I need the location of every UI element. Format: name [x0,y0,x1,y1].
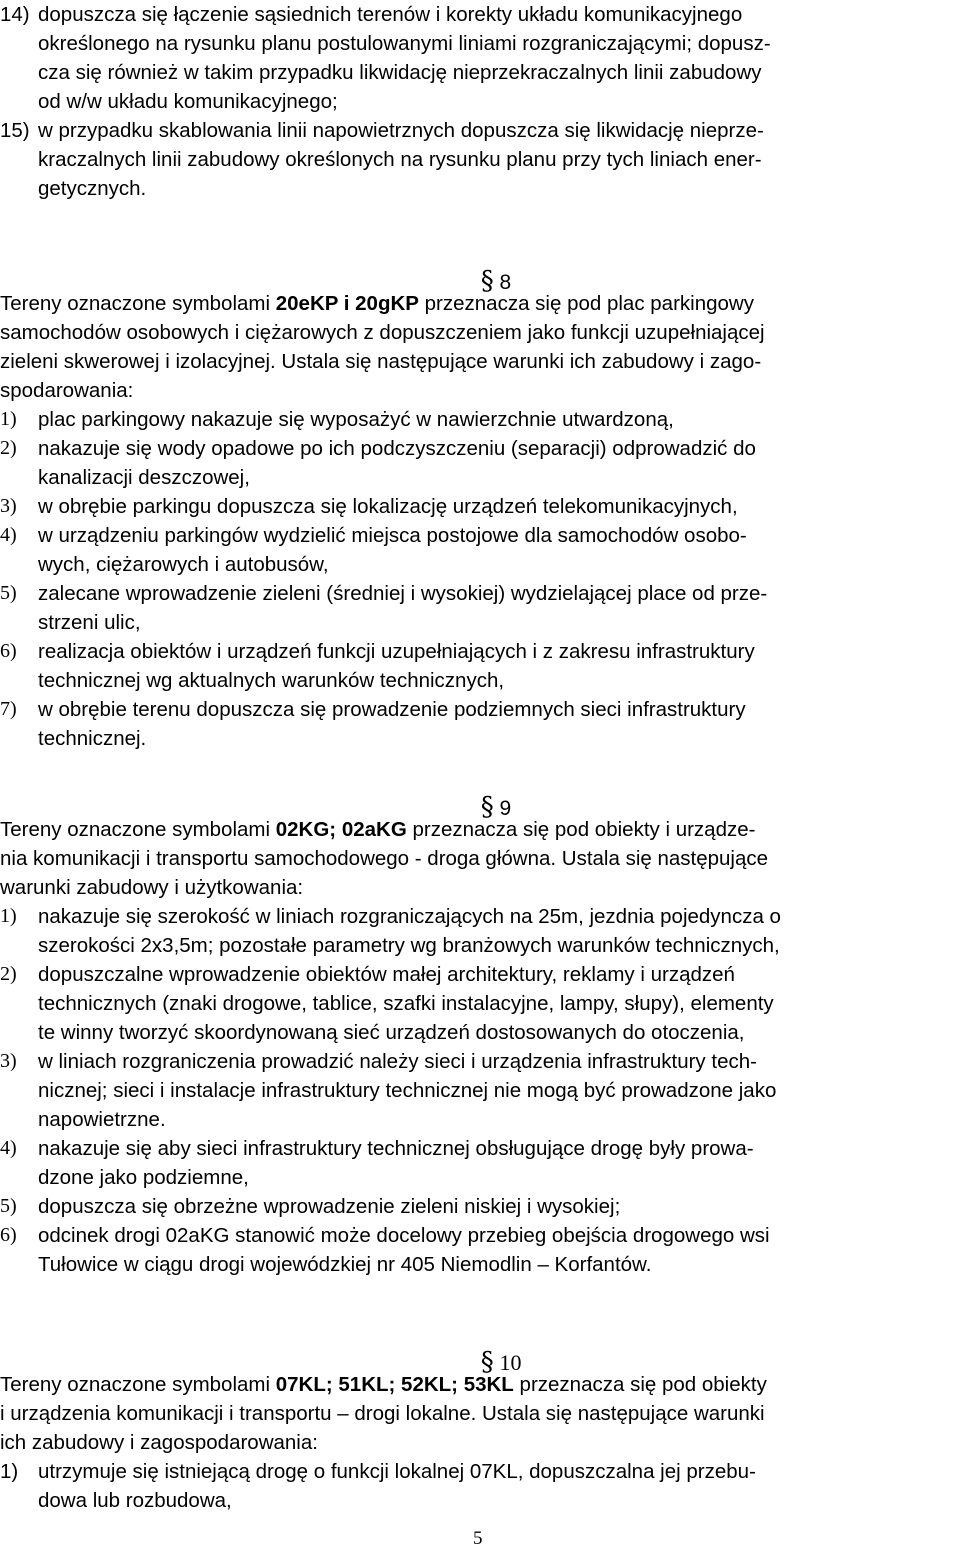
list-item-text: dzone jako podziemne, [38,1166,249,1189]
list-item-number: 15) [0,119,30,142]
list-item-text: technicznej wg aktualnych warunków technicznych, [38,669,505,692]
list-item-text: szerokości 2x3,5m; pozostałe parametry wg branżowych warunków technicznych, [38,934,780,957]
list-item-number: 4) [0,1137,17,1159]
text: przeznacza się pod plac parkingowy [418,292,754,315]
paragraph-line [0,815,755,844]
list-item-text: nakazuje się wody opadowe po ich podczyszczeniu (separacji) odprowadzić do [38,437,756,460]
list-item-number: 1) [0,905,17,927]
page-number: 5 [473,1528,483,1549]
list-item-text: strzeni ulic, [38,611,141,634]
paragraph-line: spodarowania: [0,379,134,402]
text: Tereny oznaczone symbolami [0,1373,276,1396]
list-item-text: dopuszcza się obrzeżne wprowadzenie zieleni niskiej i wysokiej; [38,1195,621,1218]
list-item-text: zalecane wprowadzenie zieleni (średniej i wysokiej) wydzielającej place od prze- [38,582,768,605]
section-number: 8 [499,271,512,294]
paragraph-line: ich zabudowy i zagospodarowania: [0,1431,318,1454]
symbol-codes: 20eKP i 20gKP [275,292,419,315]
list-item-text: technicznej. [38,727,147,750]
list-item-text: te winny tworzyć skoordynowaną sieć urządzeń dostosowanych do otoczenia, [38,1021,745,1044]
paragraph-line: samochodów osobowych i ciężarowych z dopuszczeniem jako funkcji uzupełniającej [0,321,765,344]
list-item-text: cza się również w takim przypadku likwidację nieprzekraczalnych linii zabudowy [38,61,762,84]
list-item-text: od w/w układu komunikacyjnego; [38,90,338,113]
list-item-text: napowietrzne. [38,1108,166,1131]
list-item-number: 5) [0,582,17,604]
list-item-text: kanalizacji deszczowej, [38,466,250,489]
list-item-number: 2) [0,963,17,985]
section-number: 9 [499,797,512,820]
list-item-text: w urządzeniu parkingów wydzielić miejsca postojowe dla samochodów osobo- [38,524,747,547]
text: przeznacza się pod obiekty i urządze- [406,818,756,841]
list-item-number: 6) [0,1224,17,1246]
list-item-text: w obrębie terenu dopuszcza się prowadzenie podziemnych sieci infrastruktury [38,698,746,721]
symbol-codes: 02KG; 02aKG [275,818,407,841]
list-item-number: 1) [0,408,17,430]
list-item-text: kraczalnych linii zabudowy określonych na rysunku planu przy tych liniach ener- [38,148,762,171]
list-item-number: 2) [0,437,17,459]
section-mark: § [480,266,494,296]
text: przeznacza się pod obiekty [513,1373,767,1396]
list-item-text: getycznych. [38,177,147,200]
list-item-text: dowa lub rozbudowa, [38,1489,232,1512]
list-item-text: plac parkingowy nakazuje się wyposażyć w nawierzchnie utwardzoną, [38,408,674,431]
section-number: 10 [499,1350,522,1375]
list-item-text: dopuszczalne wprowadzenie obiektów małej architektury, reklamy i urządzeń [38,963,735,986]
paragraph-line: nia komunikacji i transportu samochodowego - droga główna. Ustala się następujące [0,847,769,870]
paragraph-line: warunki zabudowy i użytkowania: [0,876,304,899]
list-item-text: wych, ciężarowych i autobusów, [38,553,329,576]
section-heading-10 [458,1311,522,1377]
section-mark: § [480,1347,494,1377]
list-item-text: utrzymuje się istniejącą drogę o funkcji lokalnej 07KL, dopuszczalna jej przebu- [38,1460,756,1483]
section-heading-9 [458,756,512,822]
list-item-number: 4) [0,524,17,546]
list-item-text: odcinek drogi 02aKG stanowić może docelowy przebieg obejścia drogowego wsi [38,1224,770,1247]
section-heading-8 [458,230,512,296]
list-item-number: 6) [0,640,17,662]
text: Tereny oznaczone symbolami [0,292,276,315]
list-item-number: 5) [0,1195,17,1217]
list-item-text: określonego na rysunku planu postulowanymi liniami rozgraniczającymi; dopusz- [38,32,771,55]
list-item-number: 14) [0,3,30,26]
paragraph-line [0,1370,767,1399]
symbol-codes: 07KL; 51KL; 52KL; 53KL [275,1373,514,1396]
list-item-text: nakazuje się aby sieci infrastruktury technicznej obsługujące drogę były prowa- [38,1137,754,1160]
list-item-text: w liniach rozgraniczenia prowadzić należy sieci i urządzenia infrastruktury tech- [38,1050,757,1073]
list-item-text: w przypadku skablowania linii napowietrznych dopuszcza się likwidację nieprze- [38,119,764,142]
paragraph-line [0,289,754,318]
list-item-text: dopuszcza się łączenie sąsiednich terenów i korekty układu komunikacyjnego [38,3,743,26]
list-item-number: 3) [0,1050,17,1072]
paragraph-line: i urządzenia komunikacji i transportu – drogi lokalne. Ustala się następujące warunki [0,1402,765,1425]
list-item-text: Tułowice w ciągu drogi wojewódzkiej nr 405 Niemodlin – Korfantów. [38,1253,652,1276]
list-item-text: nakazuje się szerokość w liniach rozgraniczających na 25m, jezdnia pojedyncza o [38,905,781,928]
list-item-text: w obrębie parkingu dopuszcza się lokalizację urządzeń telekomunikacyjnych, [38,495,738,518]
list-item-text: nicznej; sieci i instalacje infrastruktury technicznej nie mogą być prowadzone jako [38,1079,777,1102]
list-item-number: 3) [0,495,17,517]
paragraph-line: zieleni skwerowej i izolacyjnej. Ustala się następujące warunki ich zabudowy i zago- [0,350,762,373]
section-mark: § [480,792,494,822]
list-item-text: technicznych (znaki drogowe, tablice, szafki instalacyjne, lampy, słupy), elementy [38,992,774,1015]
list-item-number: 1) [0,1460,19,1483]
text: Tereny oznaczone symbolami [0,818,276,841]
list-item-number: 7) [0,698,17,720]
list-item-text: realizacja obiektów i urządzeń funkcji uzupełniających i z zakresu infrastruktury [38,640,755,663]
